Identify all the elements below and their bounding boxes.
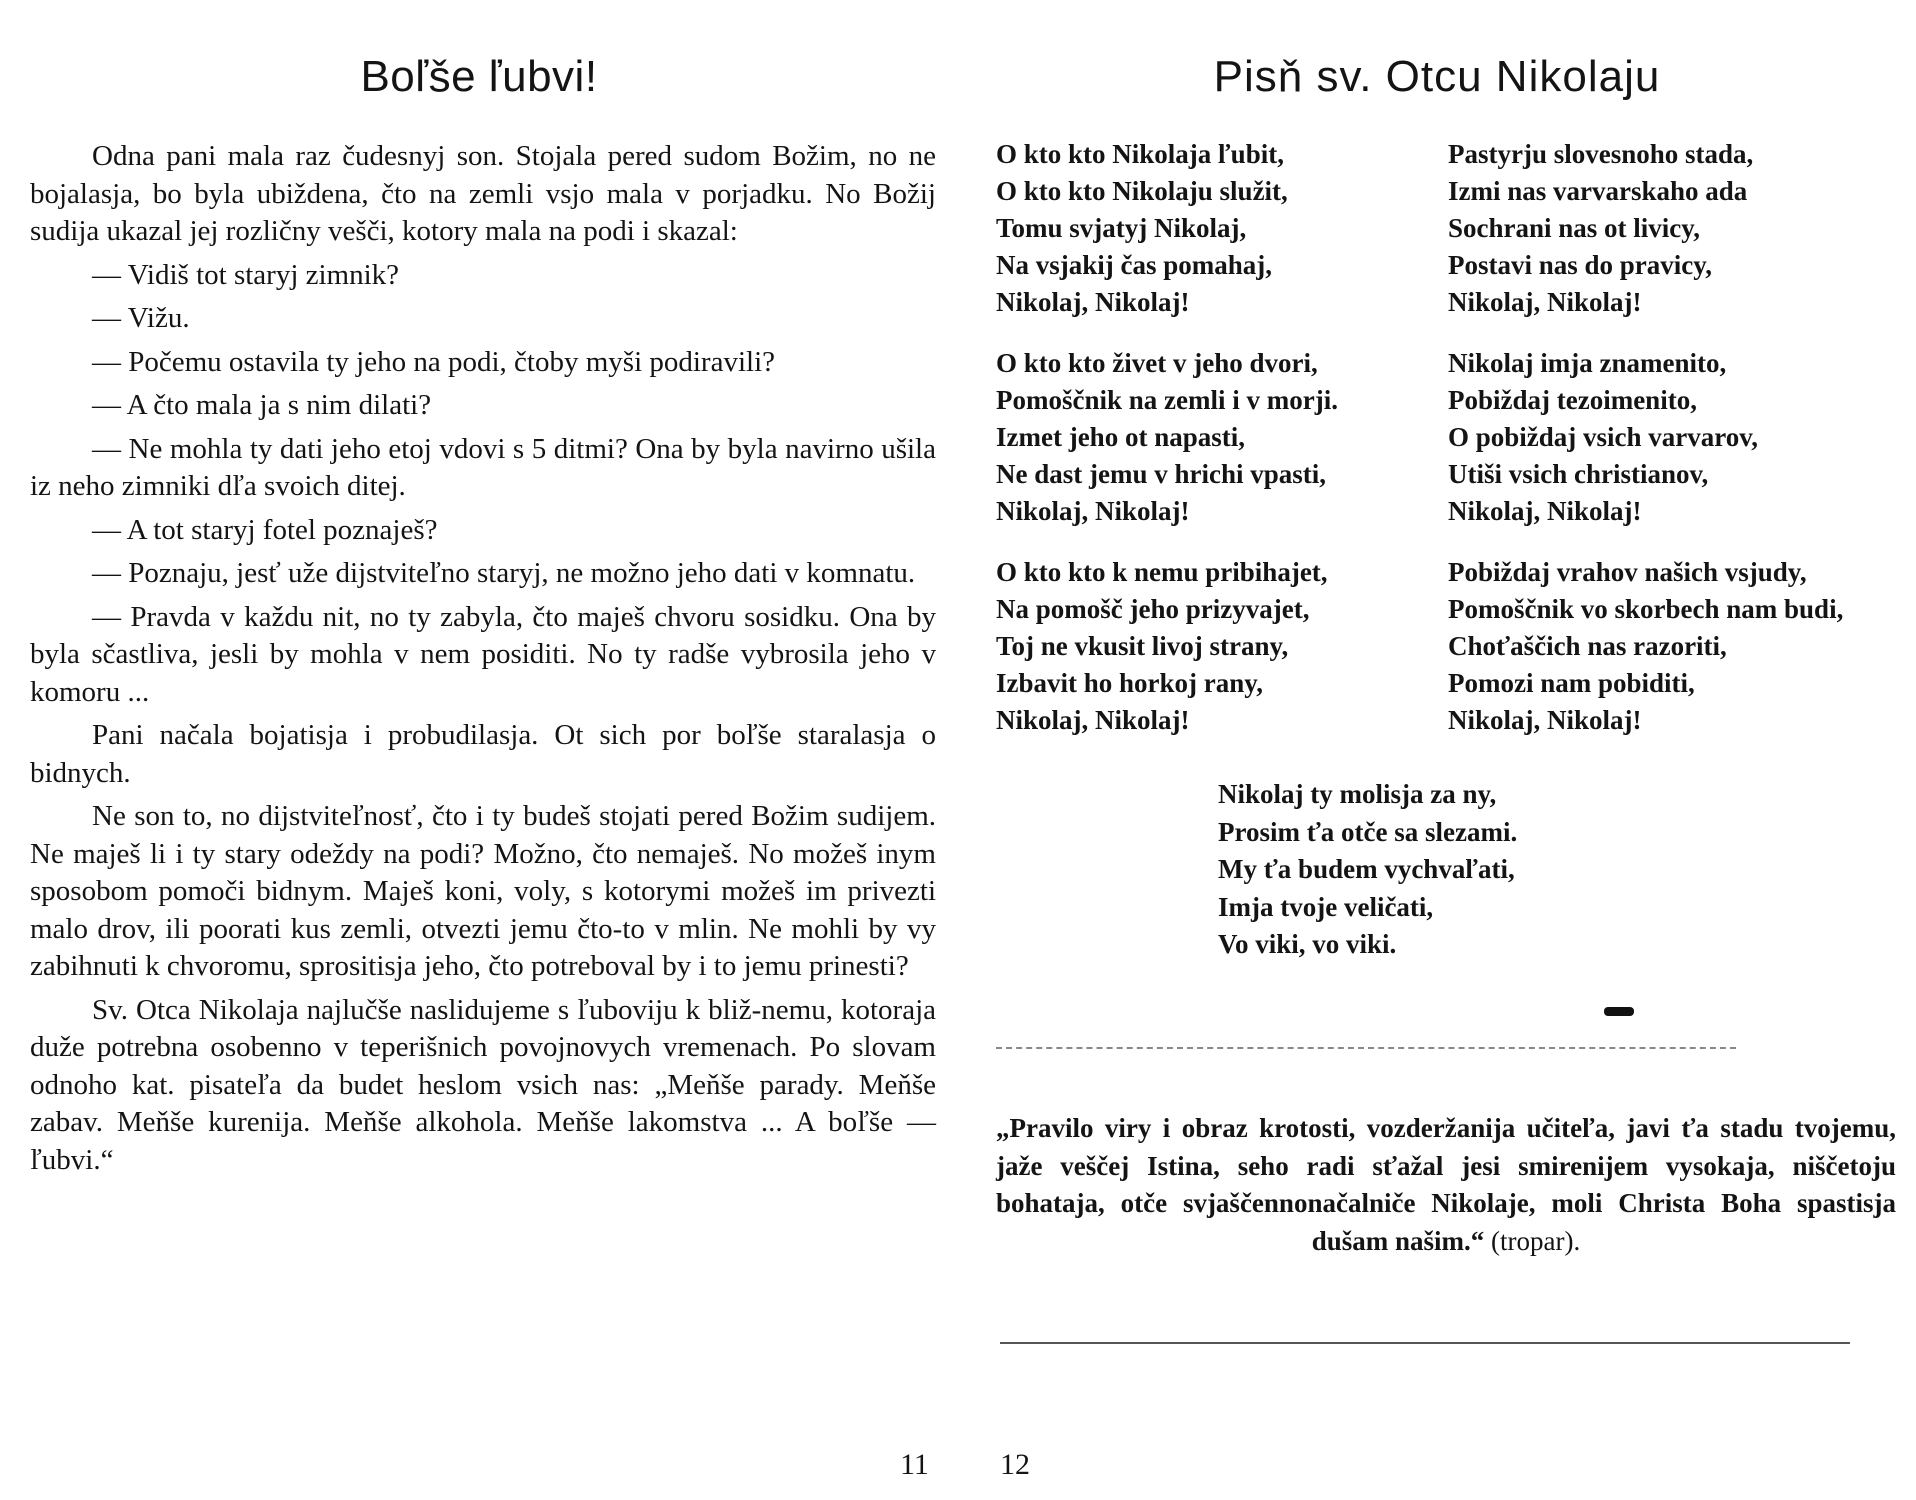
verse-line: O kto kto k nemu pribihajet,	[996, 557, 1328, 587]
verse-line: Pomoščnik vo skorbech nam budi,	[1448, 594, 1844, 624]
paragraph: — Pravda v každu nit, no ty zabyla, čto maješ chvoru sosidku. Ona by byla sčastliva, jesli by mohla v nem posiditi. No ty radše vybrosila jeho v komoru ...	[30, 600, 936, 708]
refrain-line: My ťa budem vychvaľati,	[1218, 854, 1515, 884]
verse-line: Pobiždaj tezoimenito,	[1448, 385, 1697, 415]
stanza	[996, 345, 1448, 530]
verse-line: Choťaščich nas razoriti,	[1448, 631, 1727, 661]
stanza	[1448, 345, 1908, 530]
verse-line: Nikolaj imja znamenito,	[1448, 348, 1727, 378]
verse-line: O kto kto Nikolaja ľubit,	[996, 139, 1284, 169]
verse-line: Utiši vsich christianov,	[1448, 459, 1709, 489]
right-page-title: Pisň sv. Otcu Nikolaju	[1213, 52, 1661, 101]
refrain-line: Prosim ťa otče sa slezami.	[1218, 816, 1518, 847]
page-number-left: 11	[900, 1448, 929, 1481]
refrain-line: Vo viki, vo viki.	[1218, 929, 1397, 959]
stanza	[996, 554, 1448, 739]
paragraph: — Ne mohla ty dati jeho etoj vdovi s 5 ditmi? Ona by byla navirno ušila iz neho zimniki dľa svoich ditej.	[30, 432, 936, 502]
verse-line: Pastyrju slovesnoho stada,	[1448, 139, 1754, 169]
verse-line: Sochrani nas ot livicy,	[1448, 213, 1701, 243]
verse-line: O pobiždaj vsich varvarov,	[1448, 422, 1759, 452]
verse-line: Nikolaj, Nikolaj!	[996, 287, 1190, 317]
verse-line: Toj ne vkusit livoj strany,	[996, 631, 1289, 661]
paragraph: — Počemu ostavila ty jeho na podi, čtoby myši podiravili?	[92, 345, 776, 378]
verse-line: Nikolaj, Nikolaj!	[996, 705, 1190, 735]
article-body	[30, 138, 936, 1185]
divider-bottom	[1000, 1342, 1850, 1344]
refrain-line: Imja tvoje veličati,	[1218, 891, 1434, 922]
paragraph: Pani načala bojatisja i probudilasja. Ot sich por boľše staralasja o bidnych.	[30, 719, 936, 789]
divider-top	[996, 1047, 1736, 1049]
stanza	[1448, 136, 1908, 321]
paragraph: — A čto mala ja s nim dilati?	[92, 389, 432, 421]
verse-line: Pomoščnik na zemli i v morji.	[996, 385, 1338, 415]
paragraph: — Vižu.	[92, 302, 190, 334]
verse-line: Ne dast jemu v hrichi vpasti,	[996, 459, 1326, 489]
stanza	[996, 136, 1448, 321]
verse-line: Nikolaj, Nikolaj!	[996, 496, 1190, 526]
verse-line: Izbavit ho horkoj rany,	[996, 668, 1264, 698]
right-page	[958, 0, 1916, 1500]
verse-line: Nikolaj, Nikolaj!	[1448, 287, 1642, 317]
paragraph: Ne son to, no dijstviteľnosť, čto i ty budeš stojati pered Božim sudijem. Ne maješ li i ty stary odeždy na podi? Možno, čto nemaješ. No možeš inym sposobom pomoči bidnym. Maješ koni, voly, s kotorymi možeš im privezti malo drov, ili poorati kus zemli, otvezti jemu čto-to v mlin. Ne mohli by vy zabihnuti k chvoromu, sprositisja jeho, čto potreboval by i to jemu prinesti?	[30, 800, 936, 982]
verse-line: Nikolaj, Nikolaj!	[1448, 496, 1642, 526]
troparion-source: (tropar).	[1491, 1225, 1581, 1256]
verse-line: Tomu svjatyj Nikolaj,	[996, 213, 1247, 243]
verse-line: O kto kto Nikolaju služit,	[996, 176, 1288, 206]
verse-line: Na vsjakij čas pomahaj,	[996, 250, 1273, 280]
paragraph: — A tot staryj fotel poznaješ?	[92, 513, 438, 546]
troparion	[996, 1110, 1896, 1260]
ornament-dash	[1604, 1007, 1634, 1016]
verse-line: Izmi nas varvarskaho ada	[1448, 176, 1748, 206]
page-number-right: 12	[1000, 1448, 1030, 1481]
paragraph: Odna pani mala raz čudesnyj son. Stojala pered sudom Božim, no ne bojalasja, bo byla ubiždena, čto na zemli vsjo mala v porjadku. No Božij sudija ukazal jej rozličny vešči, kotory mala na podi i skazal:	[30, 140, 936, 247]
paragraph: Sv. Otca Nikolaja najlučše naslidujeme s ľuboviju k bliž-nemu, kotoraja duže potrebna osobenno v teperišnich povojnovych vremenach. Po slovam odnoho kat. pisateľa da budet heslom vsich nas: „Meňše parady. Meňše zabav. Meňše kurenija. Meňše alkohola. Meňše lakomstva ... A boľše — ľubvi.“	[30, 993, 936, 1176]
stanza	[1448, 554, 1908, 739]
hymn-stanzas	[996, 136, 1908, 763]
verse-line: Pobiždaj vrahov našich vsjudy,	[1448, 557, 1807, 587]
verse-line: Izmet jeho ot napasti,	[996, 422, 1245, 452]
troparion-text: „Pravilo viry i obraz krotosti, vozderžanija učiteľa, javi ťa stadu tvojemu, jaže veščej Istina, seho radi sťažal jesi smirenijem vysokaja, niščetoju bohataja, otče svjaščennonačalniče Nikolaje, moli Christa Boha spastisja dušam našim.“	[996, 1113, 1896, 1256]
verse-line: O kto kto živet v jeho dvori,	[996, 348, 1318, 378]
paragraph: — Vidiš tot staryj zimnik?	[92, 258, 400, 291]
paragraph: — Poznaju, jesť uže dijstviteľno staryj, ne možno jeho dati v komnatu.	[92, 557, 916, 589]
verse-line: Na pomošč jeho prizyvajet,	[996, 594, 1310, 624]
verse-line: Postavi nas do pravicy,	[1448, 250, 1713, 280]
verse-line: Nikolaj, Nikolaj!	[1448, 705, 1642, 735]
left-page-title: Boľše ľubvi!	[360, 52, 598, 101]
verse-line: Pomozi nam pobiditi,	[1448, 668, 1695, 698]
refrain	[1218, 776, 1517, 964]
refrain-line: Nikolaj ty molisja za ny,	[1218, 779, 1497, 809]
